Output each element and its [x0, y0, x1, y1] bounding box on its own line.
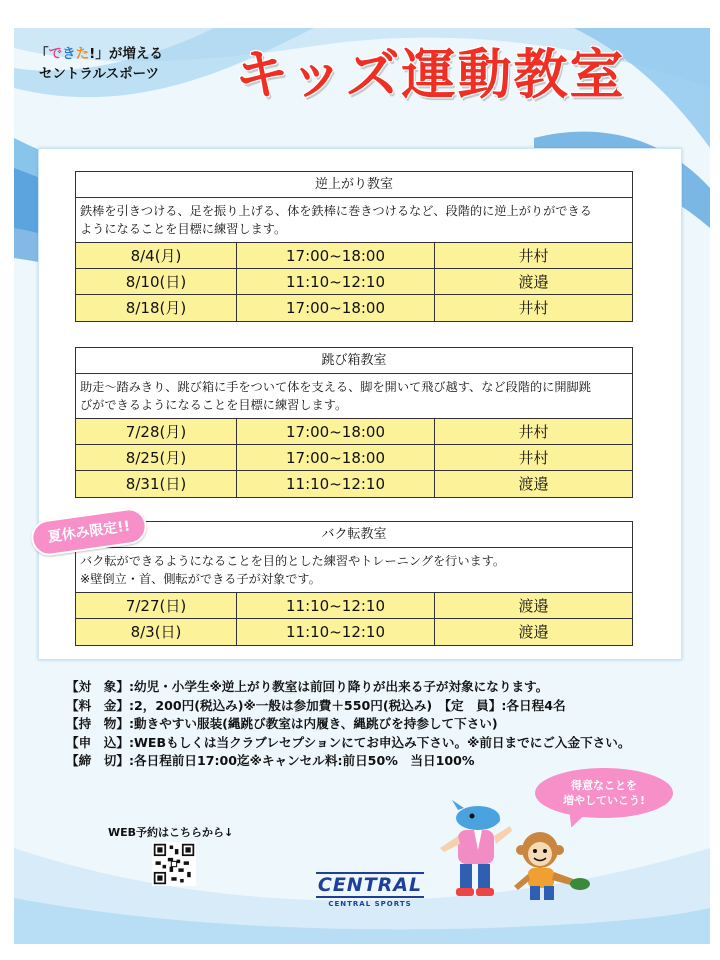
schedule-time: 11:10~12:10	[237, 269, 435, 294]
speech-bubble: 得意なことを 増やしていこう!	[535, 768, 673, 818]
schedule-time: 11:10~12:10	[237, 471, 435, 497]
course-title: バク転教室	[76, 522, 632, 548]
qr-code-icon[interactable]	[152, 842, 196, 886]
schedule-panel	[38, 148, 682, 660]
schedule-row	[76, 593, 632, 619]
schedule-row	[76, 619, 632, 645]
schedule-time: 17:00~18:00	[237, 419, 435, 444]
info-section	[66, 678, 706, 771]
schedule-date: 8/10(日)	[76, 269, 237, 294]
schedule-instructor: 井村	[518, 423, 549, 441]
schedule-date: 7/27(日)	[76, 593, 237, 618]
course-description: バク転ができるようになることを目的とした練習やトレーニングを行います。 ※壁倒立・首、側転ができる子が対象です。	[76, 548, 632, 593]
course-title: 跳び箱教室	[76, 348, 632, 374]
tagline-line-2: セントラルスポーツ	[38, 66, 160, 82]
schedule-date: 8/4(月)	[76, 243, 237, 268]
schedule-instructor: 渡邉	[518, 273, 549, 291]
info-items: 【持 物】:動きやすい服装(縄跳び教室は内履き、縄跳びを持参して下さい)	[66, 716, 498, 732]
course-title: 逆上がり教室	[76, 172, 632, 198]
schedule-time: 17:00~18:00	[237, 243, 435, 268]
schedule-row	[76, 269, 632, 295]
schedule-row	[76, 471, 632, 497]
tagline-line-1: 「できた!」が増える	[35, 46, 163, 62]
page-title: キッズ運動教室	[234, 43, 626, 106]
schedule-date: 8/31(日)	[76, 471, 237, 497]
schedule-time: 17:00~18:00	[237, 295, 435, 321]
schedule-date: 8/25(月)	[76, 445, 237, 470]
schedule-instructor: 井村	[518, 299, 549, 317]
summer-limited-badge: 夏休み限定!!	[29, 506, 149, 558]
schedule-time: 17:00~18:00	[237, 445, 435, 470]
schedule-instructor: 渡邉	[518, 475, 549, 493]
tagline	[14, 44, 184, 84]
web-booking-label: WEB予約はこちらから↓	[108, 826, 234, 839]
schedule-date: 7/28(月)	[76, 419, 237, 444]
mascot-characters-illustration	[430, 800, 600, 910]
schedule-time: 11:10~12:10	[237, 619, 435, 645]
course-backward-flip-bar	[75, 171, 633, 322]
central-sports-logo: CENTRAL CENTRAL SPORTS	[317, 874, 423, 908]
schedule-row	[76, 295, 632, 321]
course-back-handspring	[75, 521, 633, 646]
schedule-instructor: 渡邉	[518, 597, 549, 615]
schedule-date: 8/18(月)	[76, 295, 237, 321]
course-vaulting-box	[75, 347, 633, 498]
schedule-instructor: 渡邉	[518, 623, 549, 641]
course-description: 助走～踏みきり、跳び箱に手をついて体を支える、脚を開いて飛び越す、など段階的に開脚跳 びができるようになることを目標に練習します。	[76, 374, 632, 419]
schedule-row	[76, 445, 632, 471]
course-description: 鉄棒を引きつける、足を振り上げる、体を鉄棒に巻きつけるなど、段階的に逆上がりができる ようになることを目標に練習します。	[76, 198, 632, 243]
schedule-instructor: 井村	[518, 247, 549, 265]
schedule-row	[76, 419, 632, 445]
info-application: 【申 込】:WEBもしくは当クラブレセプションにてお申込み下さい。※前日までにご入金下さい。	[66, 734, 631, 750]
schedule-time: 11:10~12:10	[237, 593, 435, 618]
info-fee-capacity: 【料 金】:2，200円(税込み)※一般は参加費＋550円(税込み) 【定 員】:各日程4名	[66, 697, 566, 713]
schedule-instructor: 井村	[518, 449, 549, 467]
info-deadline: 【締 切】:各日程前日17:00迄※キャンセル料:前日50% 当日100%	[66, 753, 475, 769]
info-target: 【対 象】:幼児・小学生※逆上がり教室は前回り降りが出来る子が対象になります。	[66, 679, 549, 694]
schedule-date: 8/3(日)	[76, 619, 237, 645]
schedule-row	[76, 243, 632, 269]
